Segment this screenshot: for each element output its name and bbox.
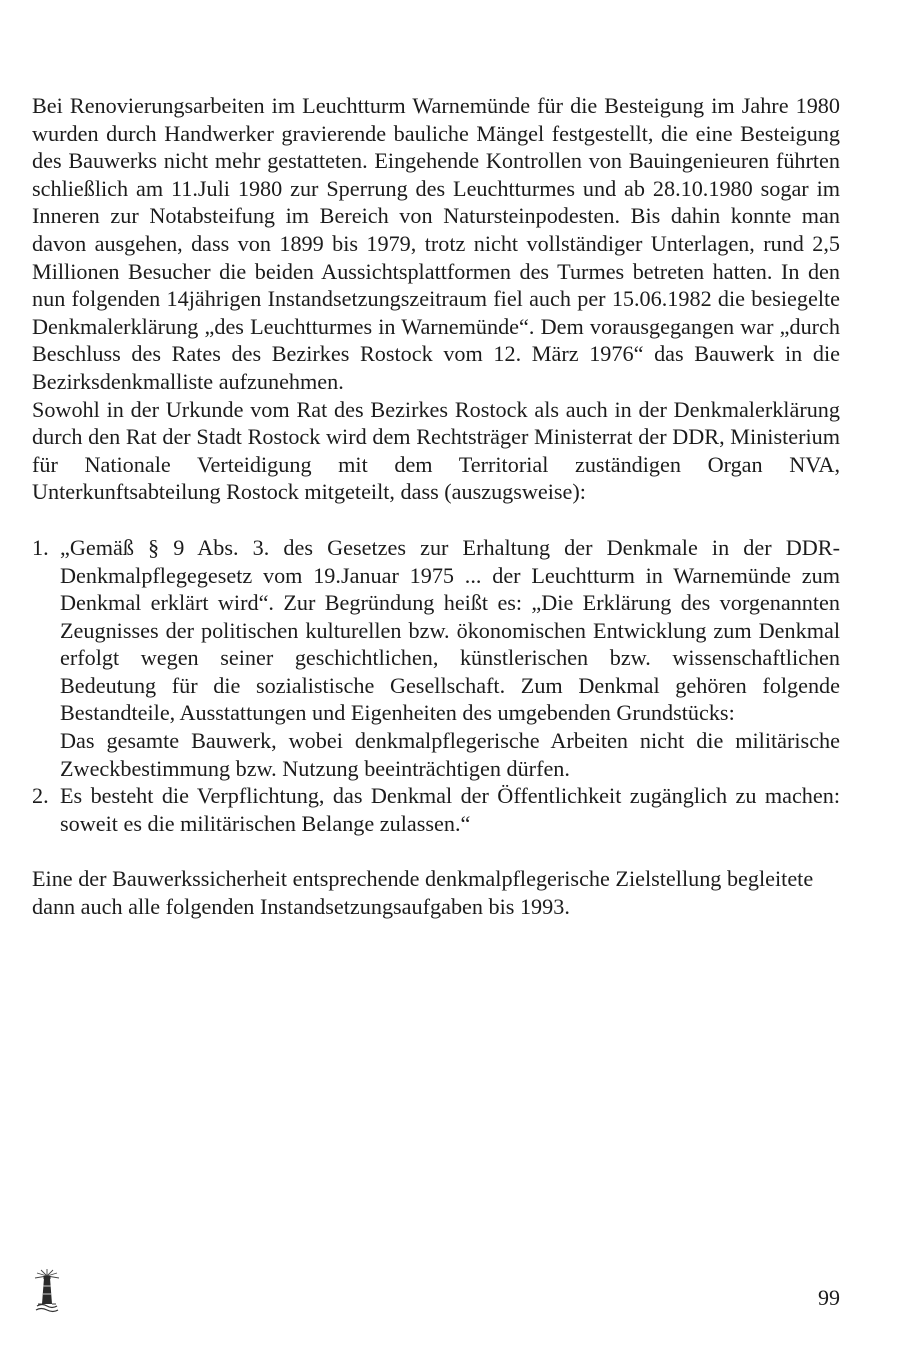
paragraph-3: Eine der Bauwerkssicherheit entsprechende denkmalpflegerische Zielstellung begleitete dann auch alle folgenden Instandsetzungsaufgaben bis 1993. [32, 866, 814, 920]
numbered-list [32, 534, 840, 838]
list-item-2 [32, 782, 840, 837]
list-marker-1: 1. [32, 534, 49, 560]
page-body [32, 92, 840, 921]
paragraph-1: Bei Renovierungsarbeiten im Leuchtturm Warnemünde für die Besteigung im Jahre 1980 wurden durch Handwerker gravierende bauliche Mängel festgestellt, die eine Besteigung des Bauwerks nicht mehr gestatteten. Eingehende Kontrollen von Bauingenieuren führten schließlich am 11.Juli 1980 zur Sperrung des Leuchtturmes und ab 28.10.1980 sogar im Inneren zur Notabsteifung im Bereich von Natursteinpodesten. Bis dahin konnte man davon ausgehen, dass von 1899 bis 1979, trotz nicht vollständiger Unterlagen, rund 2,5 Millionen Besucher die beiden Aussichtsplattformen des Turmes betreten hatten. In den nun folgenden 14jährigen Instandsetzungszeitraum fiel auch per 15.06.1982 die besiegelte Denkmalerklärung „des Leuchtturmes in Warnemünde“. Dem vorausgegangen war „durch Beschluss des Rates des Bezirkes Rostock vom 12. März 1976“ das Bauwerk in die Bezirksdenkmalliste aufzunehmen. [32, 93, 840, 394]
list-item-2-text: Es besteht die Verpflichtung, das Denkmal der Öffentlichkeit zugänglich zu machen: soweit es die militärischen Belange zulassen.“ [60, 783, 840, 836]
list-item-1-text: „Gemäß § 9 Abs. 3. des Gesetzes zur Erhaltung der Denkmale in der DDR-Denkmalpflegegesetz vom 19.Januar 1975 ... der Leuchtturm in Warnemünde zum Denkmal erklärt wird“. Zur Begründung heißt es: „Die Erklärung des vorgenannten Zeugnisses der politischen kulturellen bzw. ökonomischen Entwicklung zum Denkmal erfolgt wegen seiner geschichtlichen, künstlerischen bzw. wissenschaftlichen Bedeutung für die sozialistische Gesellschaft. Zum Denkmal gehören folgende Bestandteile, Ausstattungen und Eigenheiten des umgebenden Grundstücks: [60, 534, 840, 726]
list-item-1 [32, 534, 840, 782]
paragraph-2: Sowohl in der Urkunde vom Rat des Bezirkes Rostock als auch in der Denkmalerklärung durch den Rat der Stadt Rostock wird dem Rechtsträger Ministerrat der DDR, Ministerium für Nationale Verteidigung mit dem Territorial zuständigen Organ NVA, Unterkunftsabteilung Rostock mitgeteilt, dass (auszugsweise): [32, 396, 840, 505]
page-number: 99 [818, 1285, 840, 1310]
list-item-1-continuation: Das gesamte Bauwerk, wobei denkmalpflegerische Arbeiten nicht die militärische Zweckbestimmung bzw. Nutzung beeinträchtigen dürfen. [60, 728, 840, 781]
lighthouse-emblem-icon [33, 1268, 61, 1314]
list-marker-2: 2. [32, 783, 49, 809]
